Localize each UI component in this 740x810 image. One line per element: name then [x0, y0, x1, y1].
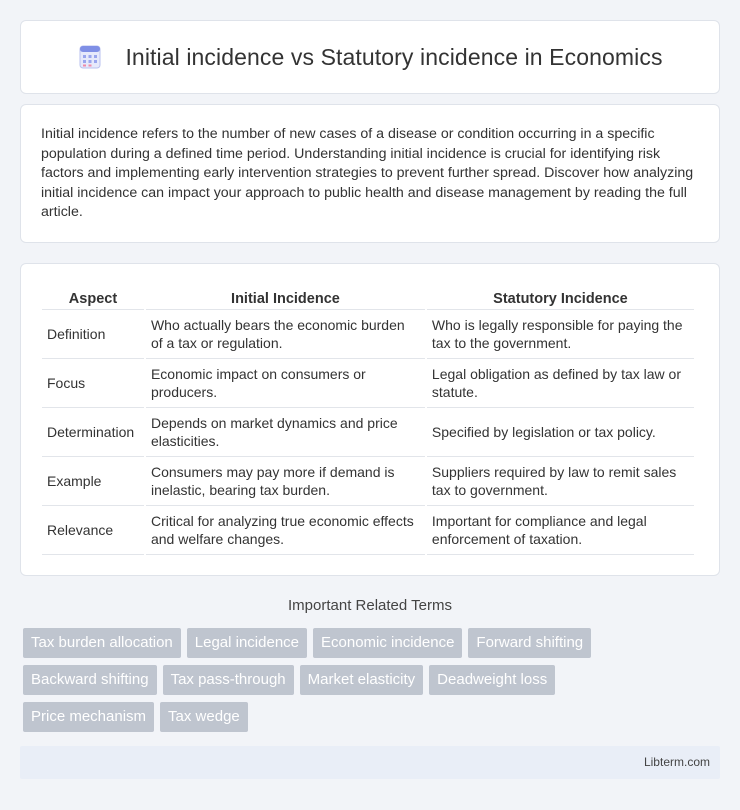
header-statutory-incidence: Statutory Incidence	[427, 284, 694, 310]
spreadsheet-icon	[77, 44, 103, 70]
statutory-cell: Legal obligation as defined by tax law or statute.	[427, 359, 694, 408]
tag-legal-incidence[interactable]: Legal incidence	[187, 628, 307, 658]
header-aspect: Aspect	[42, 284, 144, 310]
aspect-cell: Definition	[42, 310, 144, 359]
initial-cell: Consumers may pay more if demand is inelastic, bearing tax burden.	[146, 457, 425, 506]
aspect-cell: Relevance	[42, 506, 144, 555]
tag-price-mechanism[interactable]: Price mechanism	[23, 702, 154, 732]
tag-market-elasticity[interactable]: Market elasticity	[300, 665, 424, 695]
statutory-cell: Who is legally responsible for paying the tax to the government.	[427, 310, 694, 359]
table-row	[42, 408, 694, 457]
statutory-cell: Suppliers required by law to remit sales tax to government.	[427, 457, 694, 506]
tag-tax-pass-through[interactable]: Tax pass-through	[163, 665, 294, 695]
header-card	[20, 20, 720, 94]
initial-cell: Critical for analyzing true economic effects and welfare changes.	[146, 506, 425, 555]
initial-cell: Who actually bears the economic burden of a tax or regulation.	[146, 310, 425, 359]
tag-backward-shifting[interactable]: Backward shifting	[23, 665, 157, 695]
related-terms-title: Important Related Terms	[288, 597, 452, 614]
table-row	[42, 359, 694, 408]
tag-deadweight-loss[interactable]: Deadweight loss	[429, 665, 555, 695]
statutory-cell: Important for compliance and legal enforcement of taxation.	[427, 506, 694, 555]
tag-economic-incidence[interactable]: Economic incidence	[313, 628, 462, 658]
comparison-card	[20, 263, 720, 576]
initial-cell: Depends on market dynamics and price elasticities.	[146, 408, 425, 457]
table-row	[42, 310, 694, 359]
table-header-row	[42, 284, 694, 310]
aspect-cell: Example	[42, 457, 144, 506]
page-title: Initial incidence vs Statutory incidence in Economics	[125, 43, 663, 70]
header-initial-incidence: Initial Incidence	[146, 284, 425, 310]
aspect-cell: Determination	[42, 408, 144, 457]
tag-tax-burden-allocation[interactable]: Tax burden allocation	[23, 628, 181, 658]
table-row	[42, 457, 694, 506]
aspect-cell: Focus	[42, 359, 144, 408]
footer-site-link[interactable]: Libterm.com	[643, 755, 710, 769]
tag-tax-wedge[interactable]: Tax wedge	[160, 702, 248, 732]
related-terms-list	[23, 628, 723, 739]
tag-forward-shifting[interactable]: Forward shifting	[468, 628, 591, 658]
intro-card	[20, 104, 720, 243]
table-row	[42, 506, 694, 555]
comparison-table	[40, 284, 696, 555]
initial-cell: Economic impact on consumers or producers.	[146, 359, 425, 408]
footer	[20, 746, 720, 779]
statutory-cell: Specified by legislation or tax policy.	[427, 408, 694, 457]
intro-text: Initial incidence refers to the number of new cases of a disease or condition occurring in a specific population during a defined time period. Understanding initial incidence is crucial for identifying risk factors and implementing early intervention strategies to prevent further spread. Discover how analyzing initial incidence can impact your approach to public health and disease management by reading the full article.	[41, 126, 694, 221]
